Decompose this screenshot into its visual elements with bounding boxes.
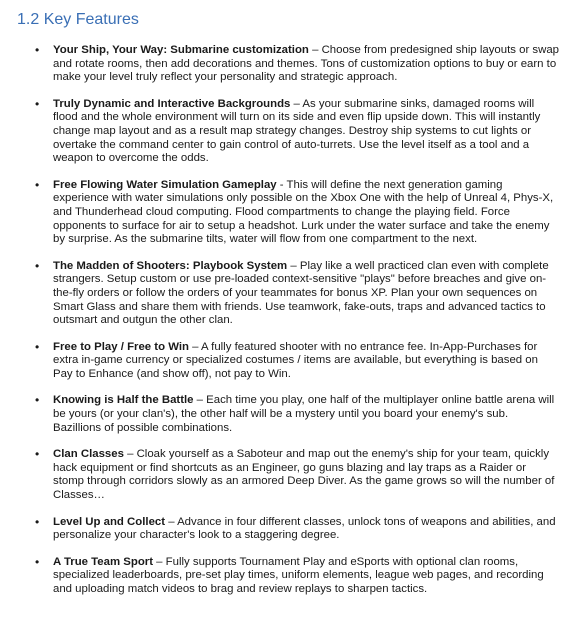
feature-heading: Your Ship, Your Way: Submarine customization: [53, 44, 309, 56]
feature-body: – Cloak yourself as a Saboteur and map out the enemy's ship for your team, quickly hack equipment or find shortcuts as an Engineer, go guns blazing and lay traps as a Raider or stomp through corridors slowly as an armored Deep Diver. As the game grows so will the number of Classes…: [53, 448, 555, 502]
feature-heading: Clan Classes: [53, 448, 124, 461]
bullet-icon: •: [35, 177, 40, 192]
feature-body: – Each time you play, one half of the multiplayer online battle arena will be yours (or your clan's), the other half will be a mystery until you board your enemy's sub. Bazillions of possible combinations.: [53, 394, 555, 434]
bullet-icon: •: [35, 447, 40, 462]
feature-heading: The Madden of Shooters: Playbook System: [53, 259, 288, 272]
bullet-icon: •: [35, 554, 40, 569]
feature-heading: Knowing is Half the Battle: [53, 394, 194, 407]
bullet-icon: •: [35, 339, 40, 354]
feature-heading: Truly Dynamic and Interactive Backgrounds: [53, 97, 291, 110]
feature-body: – Advance in four different classes, unlock tons of weapons and abilities, and personalize your character's look to a staggering degree.: [53, 515, 556, 542]
feature-body: – A fully featured shooter with no entrance fee. In-App-Purchases for extra in-game currency or specialized costumes / items are available, but everything is based on Pay to Enhance (and show off), not pay to Win.: [53, 340, 538, 380]
bullet-icon: •: [35, 43, 40, 57]
feature-body: – Play like a well practiced clan even with complete strangers. Setup custom or use pre-loaded context-sensitive "plays" before breaches and give on-the-fly orders or follow the orders of your teammates for bonus XP. Plan your own sequences on Smart Glass and share them with friends. Use teamwork, fake-outs, traps and advanced tactics to outsmart and outgun the other clan.: [53, 259, 549, 327]
feature-body: – As your submarine sinks, damaged rooms will flood and the whole environment will turn on its side and even flip upside down. This will instantly change map layout and as a result map strategy changes. Destroy ship systems to cut lights or overtake the command center to gain control of auto-turrets. Use the level itself as a tool and a weapon to overcome the odds.: [53, 97, 541, 165]
feature-body: – Fully supports Tournament Play and eSports with optional clan rooms, specialized leaderboards, pre-set play times, uniform elements, league web pages, and recording and uploading match videos to brag and review replays to sharpen tactics.: [53, 555, 544, 595]
feature-item: [17, 179, 559, 247]
bullet-icon: •: [35, 258, 40, 273]
feature-item: [17, 394, 559, 435]
feature-heading: Free to Play / Free to Win: [53, 340, 189, 353]
feature-item: [17, 516, 559, 543]
feature-item: [17, 556, 559, 597]
feature-item: [17, 341, 559, 382]
feature-heading: A True Team Sport: [53, 555, 154, 568]
feature-list: [17, 44, 559, 597]
bullet-icon: •: [35, 96, 40, 111]
feature-item: [17, 448, 559, 502]
feature-item: [17, 260, 559, 328]
section-title: 1.2 Key Features: [17, 11, 139, 28]
bullet-icon: •: [35, 514, 40, 529]
feature-body: – Choose from predesigned ship layouts or swap and rotate rooms, then add decorations and themes. Tons of customization options to buy or earn to make your level truly reflect your personality and strategic approach.: [53, 44, 560, 84]
feature-body: - This will define the next generation gaming experience with water simulations only possible on the Xbox One with the help of Unreal 4, Phys-X, and Thunderhead cloud computing. Flood compartments to change the playing field. Force opponents to surface for air to setup a headshot. Lurk under the water surface and take the enemy by surprise. As the submarine tilts, water will flow from one compartment to the next.: [53, 178, 554, 246]
feature-heading: Level Up and Collect: [53, 515, 166, 528]
feature-item: [17, 44, 559, 85]
bullet-icon: •: [35, 393, 40, 408]
feature-item: [17, 98, 559, 166]
feature-heading: Free Flowing Water Simulation Gameplay: [53, 178, 277, 191]
